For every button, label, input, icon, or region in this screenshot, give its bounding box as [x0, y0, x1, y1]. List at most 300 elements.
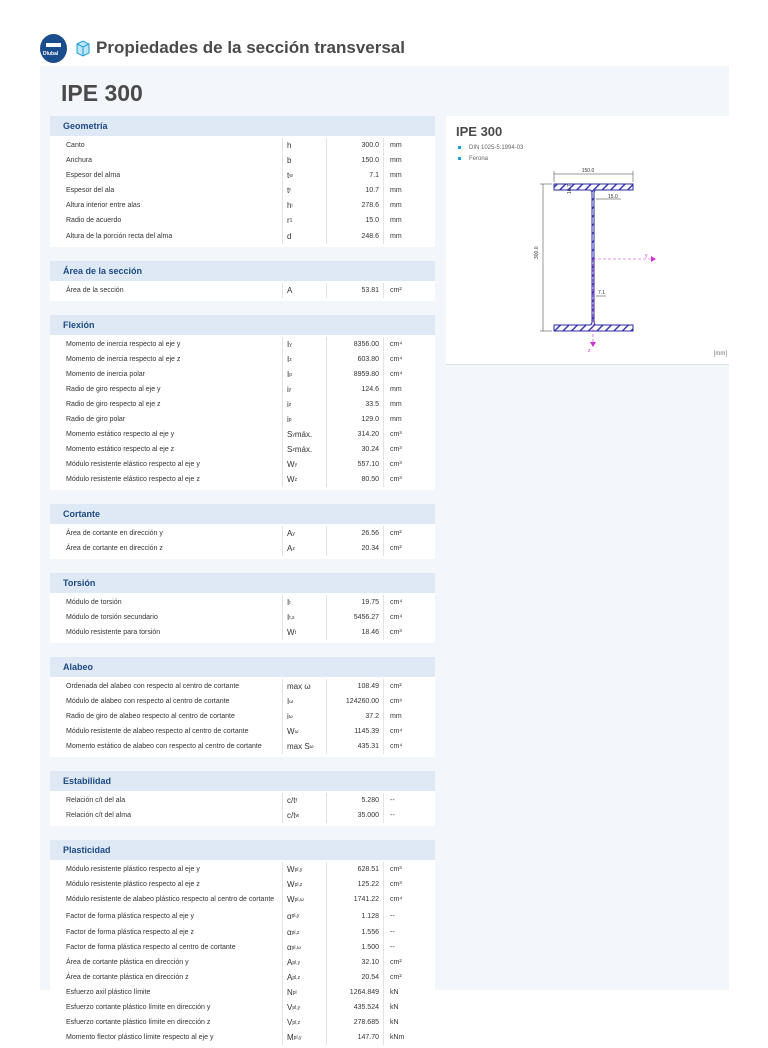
symbol-main: h — [287, 141, 292, 150]
symbol-main: A — [287, 286, 293, 295]
property-description: Factor de forma plástica respecto al eje z — [66, 929, 195, 936]
dim-flange-thickness-label: 10.7 — [567, 184, 573, 194]
property-symbol — [282, 168, 327, 183]
section-header: Plasticidad — [50, 840, 435, 860]
property-unit: cm² — [390, 959, 402, 966]
property-symbol — [282, 955, 327, 970]
property-value: 5456.27 — [327, 610, 384, 625]
property-unit: cm³ — [390, 866, 402, 873]
property-value: 435.524 — [327, 1000, 384, 1015]
table-row — [50, 724, 435, 739]
property-unit: -- — [390, 929, 395, 936]
table-row — [50, 213, 435, 228]
property-unit: cm² — [390, 683, 402, 690]
property-description: Módulo resistente para torsión — [66, 629, 161, 636]
property-symbol — [282, 793, 327, 808]
symbol-suffix: máx. — [294, 445, 313, 454]
symbol-subscript: ω — [294, 728, 299, 735]
property-value: 20.34 — [327, 541, 384, 556]
property-description: Radio de acuerdo — [66, 217, 122, 224]
symbol-subscript: z — [289, 356, 292, 363]
property-description: Momento flector plástico límite respecto al eje y — [66, 1034, 214, 1041]
property-description: Momento de inercia respecto al eje y — [66, 341, 181, 348]
property-description: Área de cortante en dirección z — [66, 545, 163, 552]
property-value: 557.10 — [327, 457, 384, 472]
property-unit: mm — [390, 202, 402, 209]
table-row — [50, 283, 435, 298]
property-value: 1145.39 — [327, 724, 384, 739]
section-gap — [50, 826, 435, 840]
property-value: 30.24 — [327, 442, 384, 457]
property-value: 26.56 — [327, 526, 384, 541]
symbol-subscript: ω — [309, 743, 314, 750]
property-symbol — [282, 1015, 327, 1030]
property-description: Área de cortante en dirección y — [66, 530, 163, 537]
property-unit: cm⁴ — [390, 599, 403, 606]
property-value: 248.6 — [327, 228, 384, 244]
symbol-main: d — [287, 231, 292, 241]
property-unit: cm⁴ — [390, 728, 403, 735]
symbol-main: t — [287, 171, 290, 180]
property-symbol — [282, 153, 327, 168]
symbol-subscript: pl,z — [292, 1019, 301, 1026]
symbol-main: α — [287, 943, 292, 952]
table-row — [50, 985, 435, 1000]
table-row — [50, 1000, 435, 1015]
property-unit: mm — [390, 157, 402, 164]
property-value: 10.7 — [327, 183, 384, 198]
symbol-main: α — [287, 911, 292, 921]
table-row — [50, 198, 435, 213]
symbol-subscript: 1 — [289, 217, 293, 224]
symbol-subscript: f — [295, 797, 297, 804]
symbol-subscript: t — [294, 629, 296, 636]
symbol-main: W — [287, 880, 295, 889]
property-value: 80.50 — [327, 472, 384, 487]
property-description: Anchura — [66, 157, 93, 164]
symbol-main: S — [287, 430, 293, 439]
i-beam-shape — [554, 184, 633, 331]
property-description: Espesor del ala — [66, 187, 115, 194]
property-description: Momento de inercia polar — [66, 371, 145, 378]
property-symbol — [282, 679, 327, 694]
property-description: Altura interior entre alas — [66, 202, 141, 209]
symbol-main: W — [287, 727, 295, 736]
table-row — [50, 595, 435, 610]
symbol-main: α — [287, 928, 292, 937]
property-symbol — [282, 892, 327, 907]
property-value: 19.75 — [327, 595, 384, 610]
symbol-subscript: pl,ω — [291, 944, 301, 951]
table-row — [50, 367, 435, 382]
property-value: 628.51 — [327, 862, 384, 877]
table-row — [50, 382, 435, 397]
symbol-subscript: pl,z — [291, 929, 300, 936]
table-row — [50, 808, 435, 823]
table-row — [50, 138, 435, 153]
property-unit: kN — [390, 989, 399, 996]
property-symbol — [282, 610, 327, 625]
table-row — [50, 472, 435, 487]
property-unit: mm — [390, 142, 402, 149]
table-row — [50, 337, 435, 352]
property-symbol — [282, 283, 327, 298]
property-unit: mm — [390, 172, 402, 179]
table-row — [50, 526, 435, 541]
symbol-subscript: w — [295, 812, 300, 819]
property-unit: cm⁴ — [390, 341, 403, 348]
section-header: Área de la sección — [50, 261, 435, 281]
property-symbol — [282, 739, 327, 754]
property-value: 35.000 — [327, 808, 384, 823]
symbol-main: h — [287, 201, 292, 210]
table-row — [50, 541, 435, 556]
property-unit: -- — [390, 944, 395, 951]
section-header: Cortante — [50, 504, 435, 524]
property-symbol — [282, 907, 327, 925]
symbol-subscript: ω — [289, 698, 294, 705]
property-unit: cm⁴ — [390, 896, 403, 903]
property-description: Esfuerzo axil plástico límite — [66, 989, 151, 996]
axis-y-label: y — [645, 253, 648, 259]
property-unit: cm⁴ — [390, 743, 403, 750]
property-symbol — [282, 228, 327, 244]
property-description: Radio de giro polar — [66, 416, 126, 423]
property-description: Módulo resistente plástico respecto al eje y — [66, 866, 200, 873]
symbol-subscript: pl,z — [292, 974, 301, 981]
dim-width-label: 150.0 — [581, 168, 595, 174]
symbol-subscript: pl,z — [294, 881, 303, 888]
property-description: Módulo resistente elástico respecto al eje z — [66, 476, 200, 483]
section-panel — [40, 66, 729, 1042]
symbol-main: A — [287, 544, 293, 553]
axis-z-label: z — [588, 348, 591, 354]
table-row — [50, 907, 435, 925]
property-description: Relación c/t del alma — [66, 812, 131, 819]
drawing-title: IPE 300 — [456, 124, 503, 139]
symbol-main: c/t — [287, 796, 296, 805]
table-row — [50, 183, 435, 198]
dlubal-logo-icon — [40, 34, 67, 63]
section-gap — [50, 247, 435, 261]
properties-table — [50, 116, 435, 1048]
section-gap — [50, 301, 435, 315]
property-unit: cm³ — [390, 431, 402, 438]
table-row — [50, 228, 435, 244]
symbol-subscript: y — [292, 431, 295, 438]
i-beam-drawing — [446, 116, 729, 365]
property-unit: mm — [390, 232, 402, 240]
info-standard-text: DIN 1025-5:1994-03 — [469, 145, 524, 151]
symbol-subscript: pl,y — [294, 866, 303, 873]
property-value: 33.5 — [327, 397, 384, 412]
page-header-title: Propiedades de la sección transversal — [96, 38, 405, 57]
symbol-subscript: pl,ω — [294, 896, 304, 903]
property-value: 603.80 — [327, 352, 384, 367]
symbol-subscript: pl,y — [293, 1034, 302, 1041]
table-row — [50, 168, 435, 183]
property-symbol — [282, 970, 327, 985]
symbol-main: i — [287, 385, 289, 394]
property-symbol — [282, 138, 327, 153]
property-unit: -- — [390, 912, 395, 920]
symbol-main: i — [287, 415, 289, 424]
property-unit: cm³ — [390, 881, 402, 888]
symbol-subscript: z — [294, 476, 298, 483]
property-value: 129.0 — [327, 412, 384, 427]
table-row — [50, 442, 435, 457]
dim-height-label: 300.0 — [534, 246, 540, 259]
property-symbol — [282, 985, 327, 1000]
property-symbol — [282, 808, 327, 823]
property-value: 53.81 — [327, 283, 384, 298]
symbol-subscript: pl,y — [292, 1004, 301, 1011]
symbol-main: i — [287, 712, 289, 721]
property-value: 8959.80 — [327, 367, 384, 382]
symbol-main: V — [287, 1018, 293, 1027]
property-value: 300.0 — [327, 138, 384, 153]
section-gap — [50, 490, 435, 504]
section-header: Alabeo — [50, 657, 435, 677]
property-value: 37.2 — [327, 709, 384, 724]
symbol-subscript: p — [288, 416, 292, 423]
property-unit: cm⁴ — [390, 614, 403, 621]
symbol-main: V — [287, 1003, 293, 1012]
property-symbol — [282, 183, 327, 198]
property-unit: cm² — [390, 530, 402, 537]
property-value: 20.54 — [327, 970, 384, 985]
symbol-main: t — [287, 186, 290, 195]
symbol-main: W — [287, 460, 295, 469]
property-unit: kN — [390, 1019, 399, 1026]
symbol-subscript: w — [289, 172, 293, 179]
symbol-main: I — [287, 598, 290, 607]
symbol-main: A — [287, 973, 293, 982]
symbol-subscript: pl — [292, 989, 297, 996]
property-value: 5.280 — [327, 793, 384, 808]
table-row — [50, 610, 435, 625]
unit-label: [mm] — [713, 351, 727, 357]
property-value: 1.128 — [327, 907, 384, 925]
symbol-subscript: y — [288, 386, 292, 393]
property-symbol — [282, 595, 327, 610]
property-symbol — [282, 526, 327, 541]
property-unit: cm⁶ — [390, 698, 403, 705]
symbol-subscript: i — [291, 202, 293, 209]
property-description: Esfuerzo cortante plástico límite en dirección y — [66, 1004, 211, 1011]
table-row — [50, 1030, 435, 1045]
property-unit: mm — [390, 187, 402, 194]
property-unit: mm — [390, 401, 402, 408]
property-symbol — [282, 213, 327, 228]
property-unit: cm² — [390, 545, 402, 552]
property-symbol — [282, 625, 327, 640]
property-description: Módulo resistente elástico respecto al eje y — [66, 461, 200, 468]
table-row — [50, 709, 435, 724]
property-value: 124260.00 — [327, 694, 384, 709]
symbol-main: r — [287, 216, 290, 225]
property-unit: mm — [390, 416, 402, 423]
property-unit: mm — [390, 713, 402, 720]
table-row — [50, 625, 435, 640]
property-symbol — [282, 397, 327, 412]
property-description: Radio de giro respecto al eje z — [66, 401, 161, 408]
property-symbol — [282, 709, 327, 724]
table-row — [50, 793, 435, 808]
symbol-main: M — [287, 1033, 294, 1042]
symbol-main: max S — [287, 742, 310, 751]
property-symbol — [282, 352, 327, 367]
property-symbol — [282, 877, 327, 892]
symbol-subscript: ω — [288, 713, 293, 720]
symbol-subscript: t,s — [289, 614, 295, 621]
property-value: 18.46 — [327, 625, 384, 640]
table-row — [50, 925, 435, 940]
symbol-main: W — [287, 865, 295, 874]
property-unit: cm³ — [390, 629, 402, 636]
logo-text: Dlubal — [43, 50, 59, 57]
table-row — [50, 412, 435, 427]
property-value: 125.22 — [327, 877, 384, 892]
property-symbol — [282, 940, 327, 955]
property-value: 1741.22 — [327, 892, 384, 907]
property-description: Módulo de torsión secundario — [66, 614, 158, 621]
symbol-subscript: z — [292, 545, 295, 552]
property-description: Espesor del alma — [66, 172, 121, 179]
property-symbol — [282, 1000, 327, 1015]
property-description: Ordenada del alabeo con respecto al centro de cortante — [66, 683, 240, 690]
property-value: 1.556 — [327, 925, 384, 940]
section-gap — [50, 643, 435, 657]
table-row — [50, 892, 435, 907]
symbol-main: W — [287, 475, 295, 484]
table-row — [50, 739, 435, 754]
property-description: Momento estático de alabeo con respecto al centro de cortante — [66, 743, 262, 750]
property-value: 7.1 — [327, 168, 384, 183]
table-row — [50, 862, 435, 877]
property-value: 32.10 — [327, 955, 384, 970]
property-description: Factor de forma plástica respecto al centro de cortante — [66, 944, 236, 951]
property-symbol — [282, 367, 327, 382]
table-row — [50, 352, 435, 367]
symbol-main: A — [287, 529, 293, 538]
symbol-main: I — [287, 370, 290, 379]
property-unit: -- — [390, 797, 395, 804]
property-unit: cm³ — [390, 461, 402, 468]
property-description: Altura de la porción recta del alma — [66, 232, 173, 240]
property-symbol — [282, 472, 327, 487]
property-unit: -- — [390, 812, 395, 819]
cross-section-icon — [74, 39, 92, 57]
symbol-subscript: y — [289, 341, 292, 348]
symbol-main: N — [287, 988, 293, 997]
property-symbol — [282, 724, 327, 739]
property-description: Factor de forma plástica respecto al eje y — [66, 912, 195, 920]
table-row — [50, 1015, 435, 1030]
table-row — [50, 877, 435, 892]
property-unit: mm — [390, 217, 402, 224]
property-description: Módulo resistente de alabeo respecto al centro de cortante — [66, 728, 249, 735]
property-unit: cm⁴ — [390, 371, 403, 378]
symbol-subscript: z — [292, 446, 295, 453]
property-value: 1264.849 — [327, 985, 384, 1000]
property-symbol — [282, 862, 327, 877]
symbol-main: max ω — [287, 682, 311, 691]
property-symbol — [282, 198, 327, 213]
property-description: Esfuerzo cortante plástico límite en dirección z — [66, 1019, 211, 1026]
table-row — [50, 694, 435, 709]
symbol-main: W — [287, 628, 295, 637]
property-description: Área de la sección — [66, 287, 124, 294]
property-value: 278.685 — [327, 1015, 384, 1030]
table-row — [50, 955, 435, 970]
property-unit: mm — [390, 386, 402, 393]
property-symbol — [282, 337, 327, 352]
symbol-main: c/t — [287, 811, 296, 820]
symbol-main: W — [287, 895, 295, 904]
section-header: Estabilidad — [50, 771, 435, 791]
symbol-suffix: máx. — [294, 430, 313, 439]
property-value: 108.49 — [327, 679, 384, 694]
property-unit: kNm — [390, 1034, 405, 1041]
symbol-subscript: y — [294, 461, 298, 468]
property-symbol — [282, 442, 327, 457]
property-description: Módulo de torsión — [66, 599, 122, 606]
property-description: Área de cortante plástica en dirección y — [66, 959, 189, 966]
property-value: 1.500 — [327, 940, 384, 955]
property-description: Momento de inercia respecto al eje z — [66, 356, 181, 363]
property-symbol — [282, 412, 327, 427]
property-value: 314.20 — [327, 427, 384, 442]
property-unit: cm⁴ — [390, 356, 403, 363]
property-description: Momento estático respecto al eje y — [66, 431, 175, 438]
section-gap — [50, 757, 435, 771]
property-symbol — [282, 427, 327, 442]
symbol-main: I — [287, 340, 290, 349]
symbol-main: I — [287, 355, 290, 364]
property-symbol — [282, 541, 327, 556]
symbol-subscript: p — [289, 371, 293, 378]
dim-web-thickness-label: 7.1 — [598, 290, 605, 296]
property-unit: cm² — [390, 287, 402, 294]
info-manufacturer-text: Ferona — [469, 156, 489, 162]
symbol-main: b — [287, 156, 292, 165]
property-description: Módulo de alabeo con respecto al centro de cortante — [66, 698, 230, 705]
table-row — [50, 153, 435, 168]
symbol-subscript: t — [289, 599, 291, 606]
property-symbol — [282, 925, 327, 940]
table-row — [50, 457, 435, 472]
property-unit: cm³ — [390, 446, 402, 453]
symbol-subscript: pl,y — [292, 959, 301, 966]
property-value: 15.0 — [327, 213, 384, 228]
property-description: Canto — [66, 142, 85, 149]
symbol-main: S — [287, 445, 293, 454]
property-description: Radio de giro respecto al eje y — [66, 386, 161, 393]
property-unit: cm² — [390, 974, 402, 981]
symbol-subscript: y — [292, 530, 295, 537]
property-value: 8356.00 — [327, 337, 384, 352]
dim-radius-label: 15.0 — [608, 194, 618, 200]
property-unit: kN — [390, 1004, 399, 1011]
property-description: Momento estático respecto al eje z — [66, 446, 175, 453]
property-symbol — [282, 382, 327, 397]
app-header — [40, 32, 405, 64]
symbol-subscript: z — [288, 401, 292, 408]
property-value: 150.0 — [327, 153, 384, 168]
property-symbol — [282, 694, 327, 709]
property-description: Módulo resistente plástico respecto al eje z — [66, 881, 200, 888]
